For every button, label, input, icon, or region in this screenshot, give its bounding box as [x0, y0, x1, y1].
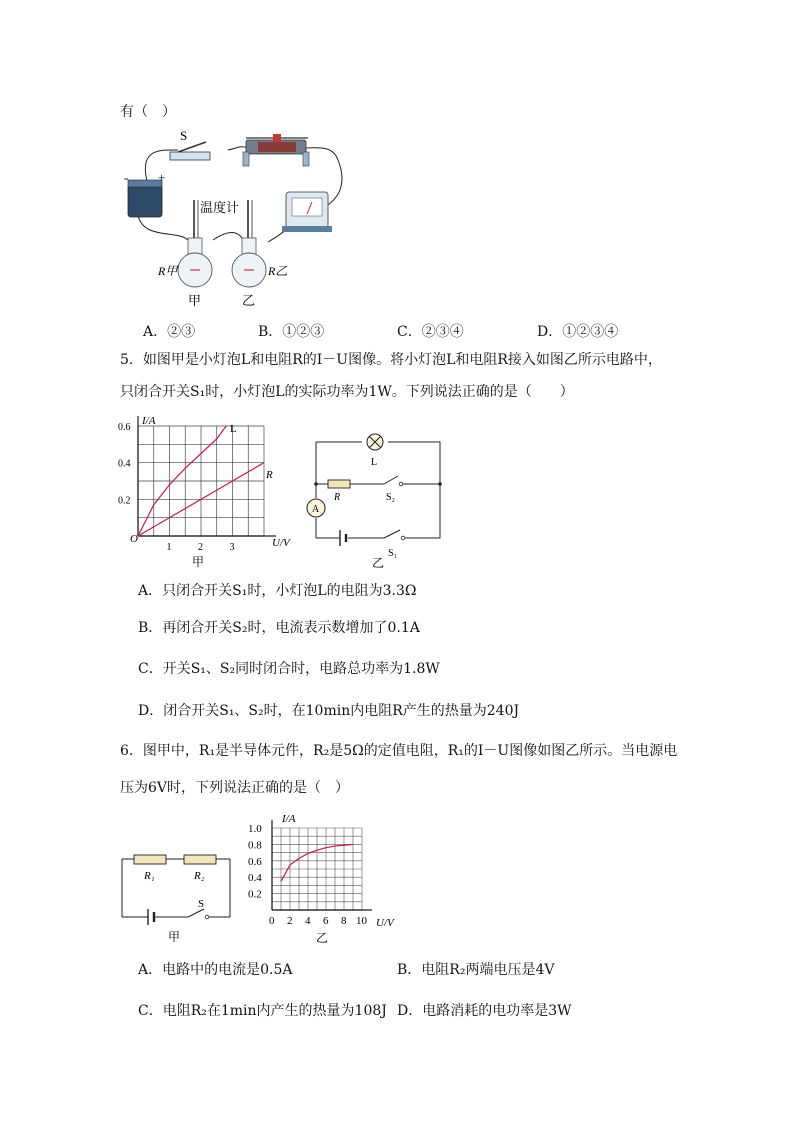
q5-xtick-label: 2 [198, 542, 203, 553]
q5-option-d[interactable]: D．闭合开关S₁、S₂时，在10min内电阻R产生的热量为240J [138, 703, 520, 719]
q6-xtick-label: 2 [287, 915, 293, 927]
q5-curve-r-label: R [266, 469, 273, 481]
q4-apparatus-figure [118, 130, 358, 315]
q5-stem-line1: 5．如图甲是小灯泡L和电阻R的I－U图像。将小灯泡L和电阻R接入如图乙所示电路中， [120, 352, 662, 368]
q5-s1-label: S₁ [388, 548, 398, 559]
q6-option-d[interactable]: D．电路消耗的电功率是3W [397, 1003, 572, 1019]
q6-option-b[interactable]: B．电阻R₂两端电压是4V [397, 962, 555, 978]
q5-ytick-label: 0.2 [118, 495, 131, 507]
q6-r1-label: R₁ [144, 870, 155, 882]
battery-plus: + [158, 170, 166, 185]
q5-stem-line2: 只闭合开关S₁时，小灯泡L的实际功率为1W。下列说法正确的是（ ） [120, 384, 574, 400]
caption-left: 甲 [188, 293, 202, 308]
r-left-label: R甲 [158, 264, 178, 278]
q5-ammeter-label: A [312, 504, 320, 515]
q5-option-a[interactable]: A．只闭合开关S₁时，小灯泡L的电阻为3.3Ω [138, 583, 417, 599]
q6-xtick-label: 0 [269, 915, 275, 927]
q5-option-c[interactable]: C．开关S₁、S₂同时闭合时，电路总功率为1.8W [138, 661, 440, 677]
q6-s-label: S [198, 898, 205, 910]
q5-s2-label: S₂ [386, 492, 396, 503]
q5-circuit-diagram [300, 428, 450, 568]
q6-ytick-label: 0.8 [248, 839, 262, 852]
q5-xtick-label: 3 [229, 542, 235, 553]
q5-resistor-label: R [334, 492, 341, 503]
battery-minus: - [124, 170, 129, 185]
q5-curve-l-label: L [230, 423, 237, 435]
q6-option-c[interactable]: C．电阻R₂在1min内产生的热量为108J [138, 1003, 387, 1019]
q6-xtick-label: 10 [356, 915, 367, 927]
q6-ylabel: I/A [282, 813, 296, 825]
q4-option-a[interactable]: A．②③ [143, 324, 196, 340]
q6-graph-caption: 乙 [316, 931, 329, 945]
q4-option-c[interactable]: C．②③④ [397, 324, 464, 340]
q5-ytick-label: 0.4 [118, 458, 131, 470]
q5-ylabel: I/A [142, 415, 156, 427]
q5-xlabel: U/V [272, 537, 290, 549]
caption-right: 乙 [242, 293, 256, 308]
q6-r2-label: R₂ [194, 870, 205, 882]
q6-stem-line2: 压为6V时，下列说法正确的是（ ） [120, 780, 350, 796]
switch-label: S [180, 130, 188, 143]
r-right-label: R乙 [268, 264, 288, 278]
q6-stem-line1: 6．图甲中，R₁是半导体元件，R₂是5Ω的定值电阻，R₁的I－U图像如图乙所示。当电源电 [120, 743, 678, 759]
q5-option-b[interactable]: B．再闭合开关S₂时，电流表示数增加了0.1A [138, 620, 420, 636]
q5-lamp-label: L [371, 457, 378, 468]
q5-graph-caption: 甲 [192, 555, 205, 569]
q6-circuit-caption: 甲 [168, 930, 181, 944]
q6-ytick-label: 1.0 [248, 823, 262, 835]
q6-circuit-diagram [118, 845, 238, 945]
q6-option-a[interactable]: A．电路中的电流是0.5A [138, 962, 293, 978]
q6-xlabel: U/V [376, 917, 394, 929]
q6-xtick-label: 4 [305, 915, 311, 927]
question-fragment: 有（ ） [120, 104, 176, 120]
q5-circuit-caption: 乙 [372, 556, 385, 568]
thermometer-label: 温度计 [200, 200, 240, 215]
q6-iu-graph [244, 810, 404, 950]
q5-xtick-label: 1 [166, 542, 172, 553]
q6-xtick-label: 8 [341, 915, 347, 927]
q6-ytick-label: 0.2 [248, 888, 262, 901]
q5-origin: O [130, 533, 138, 545]
q4-option-d[interactable]: D．①②③④ [537, 324, 619, 340]
q6-ytick-label: 0.6 [248, 855, 262, 868]
q6-ytick-label: 0.4 [248, 872, 262, 885]
q5-iu-graph [116, 412, 296, 572]
q4-option-b[interactable]: B．①②③ [258, 324, 325, 340]
q6-xtick-label: 6 [323, 915, 329, 927]
q5-ytick-label: 0.6 [118, 422, 131, 433]
